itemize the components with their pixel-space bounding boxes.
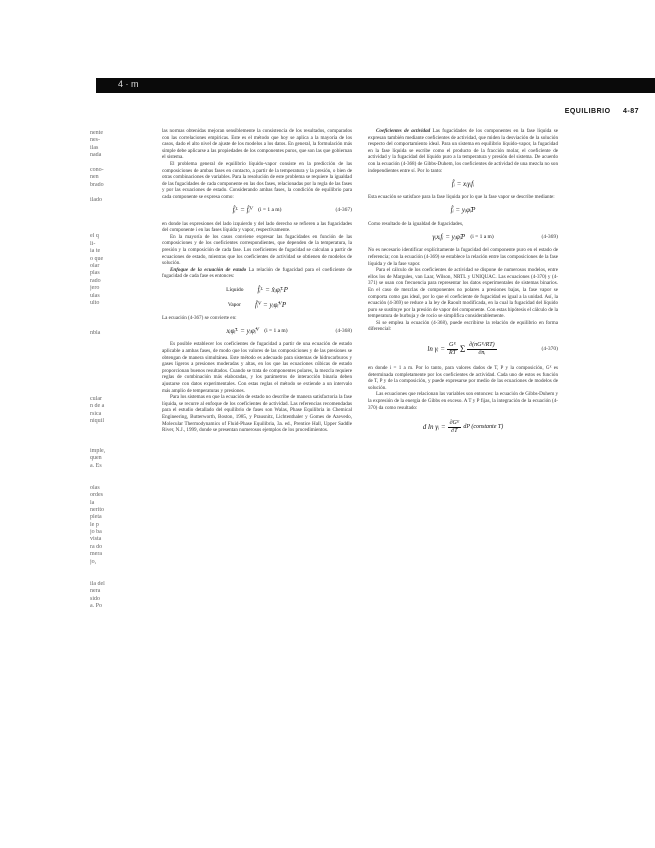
chapter-tab-label: 4 · m: [118, 79, 139, 89]
equation-condition: (i = 1 a m): [264, 328, 288, 335]
fraction-denominator: ∂T: [451, 427, 458, 434]
margin-fragment: olar: [90, 263, 100, 270]
margin-fragment: nera: [90, 588, 101, 595]
equation-vapor-fugacity: [368, 206, 558, 216]
adjacent-page-margin: [90, 130, 146, 610]
margin-fragment: nes-: [90, 137, 100, 144]
margin-fragment: [90, 211, 146, 218]
margin-fragment: a. Es: [90, 462, 102, 469]
equation-number: (4-367): [335, 207, 352, 214]
margin-fragment: rado: [90, 277, 101, 284]
margin-fragment: [90, 433, 146, 440]
margin-fragment: [90, 367, 146, 374]
paragraph: Las fugacidades de los componentes en la fase líquida se expresan también mediante coeficientes de actividad, que miden la desviación de la solución respecto del comportamiento ideal. Para un sistema en equilibrio líquido-vapor, la fugacidad en la fase líquida se escribe como el producto de la fracción molar, el coeficiente de actividad y la fugacidad del líquido puro a la temperatura y presión del sistema. De acuerdo con la ecuación (4-368) de Gibbs-Duhem, los coeficientes de actividad de una mezcla no son independientes entre sí. Por lo tanto:: [368, 128, 558, 174]
subsection-heading: Enfoque de la ecuación de estado: [170, 266, 247, 273]
margin-fragment: [90, 470, 146, 477]
equation-tail: dP (constante T): [463, 423, 504, 430]
equation-gibbs-duhem: [368, 416, 558, 438]
paragraph: Esta ecuación se satisface para la fase líquida por lo que la fase vapor se describe mediante:: [368, 194, 555, 201]
equation-vapor: [162, 300, 352, 310]
equation-condition: (i = 1 a m): [470, 234, 494, 241]
equation-liquid-fugacity: [368, 179, 558, 189]
fraction: [467, 342, 496, 356]
paragraph: El problema general de equilibrio líquido-vapor consiste en la predicción de las composiciones de ambas fases en contacto, a partir de la temperatura y la presión, o bien de otras combinaciones de variables. Para la resolución de este problema se requiere la igualdad de las fugacidades de cada componente en las dos fases, relacionadas por la regla de las fases y por las ecuaciones de estado. Considerando ambas fases, la condición de equilibrio para cada componente se expresa como:: [162, 160, 352, 200]
page-number: 4-87: [622, 108, 639, 115]
margin-fragment: cono-: [90, 166, 104, 173]
margin-fragment: [90, 307, 146, 314]
margin-fragment: [90, 344, 146, 351]
margin-fragment: ilado: [90, 196, 102, 203]
running-head: [565, 108, 639, 115]
margin-fragment: [90, 337, 146, 344]
paragraph: En la mayoría de los casos conviene expresar las fugacidades en función de las composiciones y de los coeficientes correspondientes, que dependen de la temperatura, la presión y la composición de cada fase. Los coeficientes de fugacidad se calculan a partir de ecuaciones de estado, mientras que los coeficientes de actividad se obtienen de modelos de solución.: [162, 233, 352, 267]
paragraph: Para el cálculo de los coeficientes de actividad se dispone de numerosos modelos, entre ellos los de Margules, van Laar, Wilson, NRTL y UNIQUAC. Las ecuaciones (4-370) y (4-371) se usan con frecuencia para representar los datos experimentales de sistemas binarios. En el caso de mezclas de componentes no polares a presiones bajas, la fase vapor se comporta como gas ideal, por lo que el coeficiente de fugacidad es igual a la unidad. Así, la ecuación (4-369) se reduce a la ley de Raoult modificada, en la cual la fugacidad del líquido puro se sustituye por la presión de vapor del componente. Con estas hipótesis el cálculo de la temperatura de burbuja y de rocío se simplifica considerablemente.: [368, 267, 558, 320]
subsection-heading: Coeficientes de actividad: [376, 128, 431, 134]
margin-fragment: ulas: [90, 292, 100, 299]
paragraph: La relación de fugacidad para el coeficiente de fugacidad de cada fase es entonces:: [162, 266, 352, 280]
margin-fragment: li-: [90, 240, 96, 247]
paragraph: Como resultado de la igualdad de fugacidades,: [368, 220, 464, 227]
margin-fragment: [90, 573, 146, 580]
fraction-numerator: ∂Gᴱ: [449, 420, 460, 427]
margin-fragment: el q: [90, 233, 99, 240]
margin-fragment: o que: [90, 255, 104, 262]
margin-fragment: ia te: [90, 248, 101, 255]
equation-number: (4-370): [541, 345, 558, 352]
right-column: [368, 128, 558, 443]
margin-fragment: [90, 160, 146, 167]
equation-expression: f̂ᵢ = xᵢγᵢfᵢ: [451, 179, 475, 188]
paragraph: Para los sistemas en que la ecuación de estado no describe de manera satisfactoria la fase líquida, se recurre al enfoque de los coeficientes de actividad. Las referencias recomendadas para el estudio detallado del equilibrio de fases son Walas, Phase Equilibria in Chemical Engineering, Butterworth, Boston, 1985, y Prausnitz, Lichtenthaler y Gomes de Azevedo, Molecular Thermodynamics of Fluid-Phase Equilibria, 3a. ed., Prentice Hall, Upper Saddle River, N.J., 1999, donde se presentan numerosos ejemplos de los procedimientos.: [162, 394, 352, 434]
equation-liquid: [162, 285, 352, 295]
margin-fragment: jero: [90, 285, 100, 292]
equation-expression: f̂ᵢᴸ = x̂ᵢφ̂ᵢᴸP: [257, 285, 288, 294]
equation-expression: f̂ᵢ = yᵢφ̂ᵢP: [450, 206, 476, 215]
margin-fragment: [90, 440, 146, 447]
margin-fragment: [90, 566, 146, 573]
margin-fragment: jo ba: [90, 529, 102, 536]
margin-fragment: olas: [90, 484, 100, 491]
margin-fragment: nente: [90, 130, 103, 136]
margin-fragment: ulto: [90, 299, 100, 306]
margin-fragment: [90, 389, 146, 396]
margin-fragment: a. Po: [90, 603, 102, 609]
margin-fragment: jo,: [90, 558, 97, 565]
equation-number: (4-369): [541, 234, 558, 241]
margin-fragment: ordes: [90, 492, 103, 499]
paragraph: La ecuación (4-367) se convierte en:: [162, 314, 237, 321]
margin-fragment: [90, 426, 146, 433]
fraction: [447, 342, 458, 356]
margin-fragment: [90, 219, 146, 226]
paragraph: las normas obtenidas mejoran sensiblemente la consistencia de los resultados, comparados con las correlaciones empíricas. Este es el método que hoy se aplica a la mayoría de los casos, dado el alto nivel de ajuste de los modelos a los datos. En general, la formulación más simple debe aplicarse a las propiedades de los componentes puros, que son las que gobiernan el sistema.: [162, 128, 352, 161]
paragraph: en donde i = 1 a m. Por lo tanto, para valores dados de T, P y la composición, Gᴱ es determinada completamente por los coeficientes de actividad. Cada uno de estos es función de T, P y de la composición, y puede expresarse por medio de las ecuaciones de modelos de solución.: [368, 365, 558, 391]
margin-fragment: le p: [90, 521, 99, 528]
chapter-header-bar: [96, 78, 655, 93]
margin-fragment: quen: [90, 455, 102, 462]
margin-fragment: [90, 189, 146, 196]
equation-4-369: [368, 232, 558, 242]
equation-4-370: [368, 338, 558, 360]
margin-fragment: [90, 315, 146, 322]
margin-fragment: rsica: [90, 410, 102, 417]
equation-condition: (i = 1 a m): [258, 207, 282, 214]
margin-fragment: ilas: [90, 144, 99, 151]
margin-fragment: nbla: [90, 329, 101, 336]
margin-fragment: [90, 359, 146, 366]
left-column: [162, 128, 352, 434]
margin-fragment: nen: [90, 174, 99, 181]
paragraph: Si se emplea la ecuación (4-368), puede escribirse la relación de equilibrio en forma diferencial:: [368, 319, 558, 333]
fraction: [448, 420, 462, 434]
margin-fragment: [90, 204, 146, 211]
margin-fragment: niquil: [90, 418, 105, 425]
paragraph: No es necesario identificar explícitamente la fugacidad del componente puro en el estado de referencia; con la ecuación (4-369) se establece la relación entre las composiciones de la fase líquida y de la fase vapor.: [368, 247, 558, 267]
equation-expression: xᵢφ̂ᵢᴸ = yᵢφ̂ᵢⱽ: [226, 327, 260, 336]
margin-fragment: mera: [90, 551, 102, 558]
equation-label: Vapor: [227, 301, 241, 308]
fraction-denominator: ∂nᵢ: [478, 349, 486, 356]
margin-fragment: imple,: [90, 447, 106, 454]
equation-expression: f̂ᵢᴸ = f̂ᵢⱽ: [232, 206, 253, 215]
margin-fragment: ila del: [90, 580, 105, 587]
fraction-numerator: ∂(nGᴱ/RT): [469, 341, 495, 348]
equation-expression: d ln γᵢ =: [422, 422, 446, 431]
equation-lhs: ln γᵢ =: [427, 344, 445, 353]
margin-fragment: sido: [90, 595, 101, 602]
margin-fragment: [90, 352, 146, 359]
equation-4-367: [162, 206, 352, 216]
margin-fragment: plas: [90, 270, 100, 277]
equation-4-368: [162, 326, 352, 336]
paragraph: Las ecuaciones que relacionan las variables son entonces: la ecuación de Gibbs-Duhem y la expresión de la energía de Gibbs en exceso. A T y P fijas, la integración de la ecuación (4-370) da como resultado:: [368, 391, 558, 411]
margin-fragment: vista: [90, 536, 102, 543]
margin-fragment: nerito: [90, 506, 104, 513]
section-title: EQUILIBRIO: [564, 108, 611, 115]
margin-fragment: [90, 374, 146, 381]
margin-fragment: pleta: [90, 514, 102, 521]
equation-expression: f̂ᵢⱽ = yᵢφ̂ᵢⱽP: [255, 300, 287, 309]
paragraph: en donde las expresiones del lado izquierdo y del lado derecho se refieren a las fugacidades del componente i en las fases líquida y vapor, respectivamente.: [162, 220, 352, 234]
margin-fragment: cular: [90, 396, 102, 403]
margin-fragment: [90, 226, 146, 233]
paragraph: Es posible establecer los coeficientes de fugacidad a partir de una ecuación de estado aplicable a ambas fases, de modo que los valores de las composiciones y de las presiones se obtengan de manera simultánea. Este método es adecuado para sistemas de hidrocarburos y gases ligeros a presiones moderadas y altas, en los que las ecuaciones cúbicas de estado proporcionan buenos resultados. Cuando se trata de componentes polares, la mezcla requiere reglas de combinación más elaboradas, y los parámetros de interacción binaria deben ajustarse con datos experimentales. Con estas reglas el método se extiende a un intervalo más amplio de temperaturas y presiones.: [162, 341, 352, 394]
summation-symbol: Σ: [459, 343, 466, 354]
equation-number: (4-368): [335, 328, 352, 335]
margin-fragment: n de a: [90, 403, 105, 410]
margin-fragment: [90, 322, 146, 329]
margin-fragment: brado: [90, 181, 104, 188]
margin-fragment: [90, 477, 146, 484]
fraction-denominator: RT: [448, 349, 456, 356]
margin-fragment: [90, 381, 146, 388]
margin-fragment: nada: [90, 152, 102, 159]
margin-fragment: la: [90, 499, 95, 506]
equation-label: Líquido: [226, 286, 244, 293]
equation-expression: γᵢxᵢfᵢ = yᵢφ̂ᵢP: [432, 233, 466, 242]
fraction-numerator: Gᴱ: [449, 341, 456, 348]
margin-fragment: ra do: [90, 543, 103, 550]
